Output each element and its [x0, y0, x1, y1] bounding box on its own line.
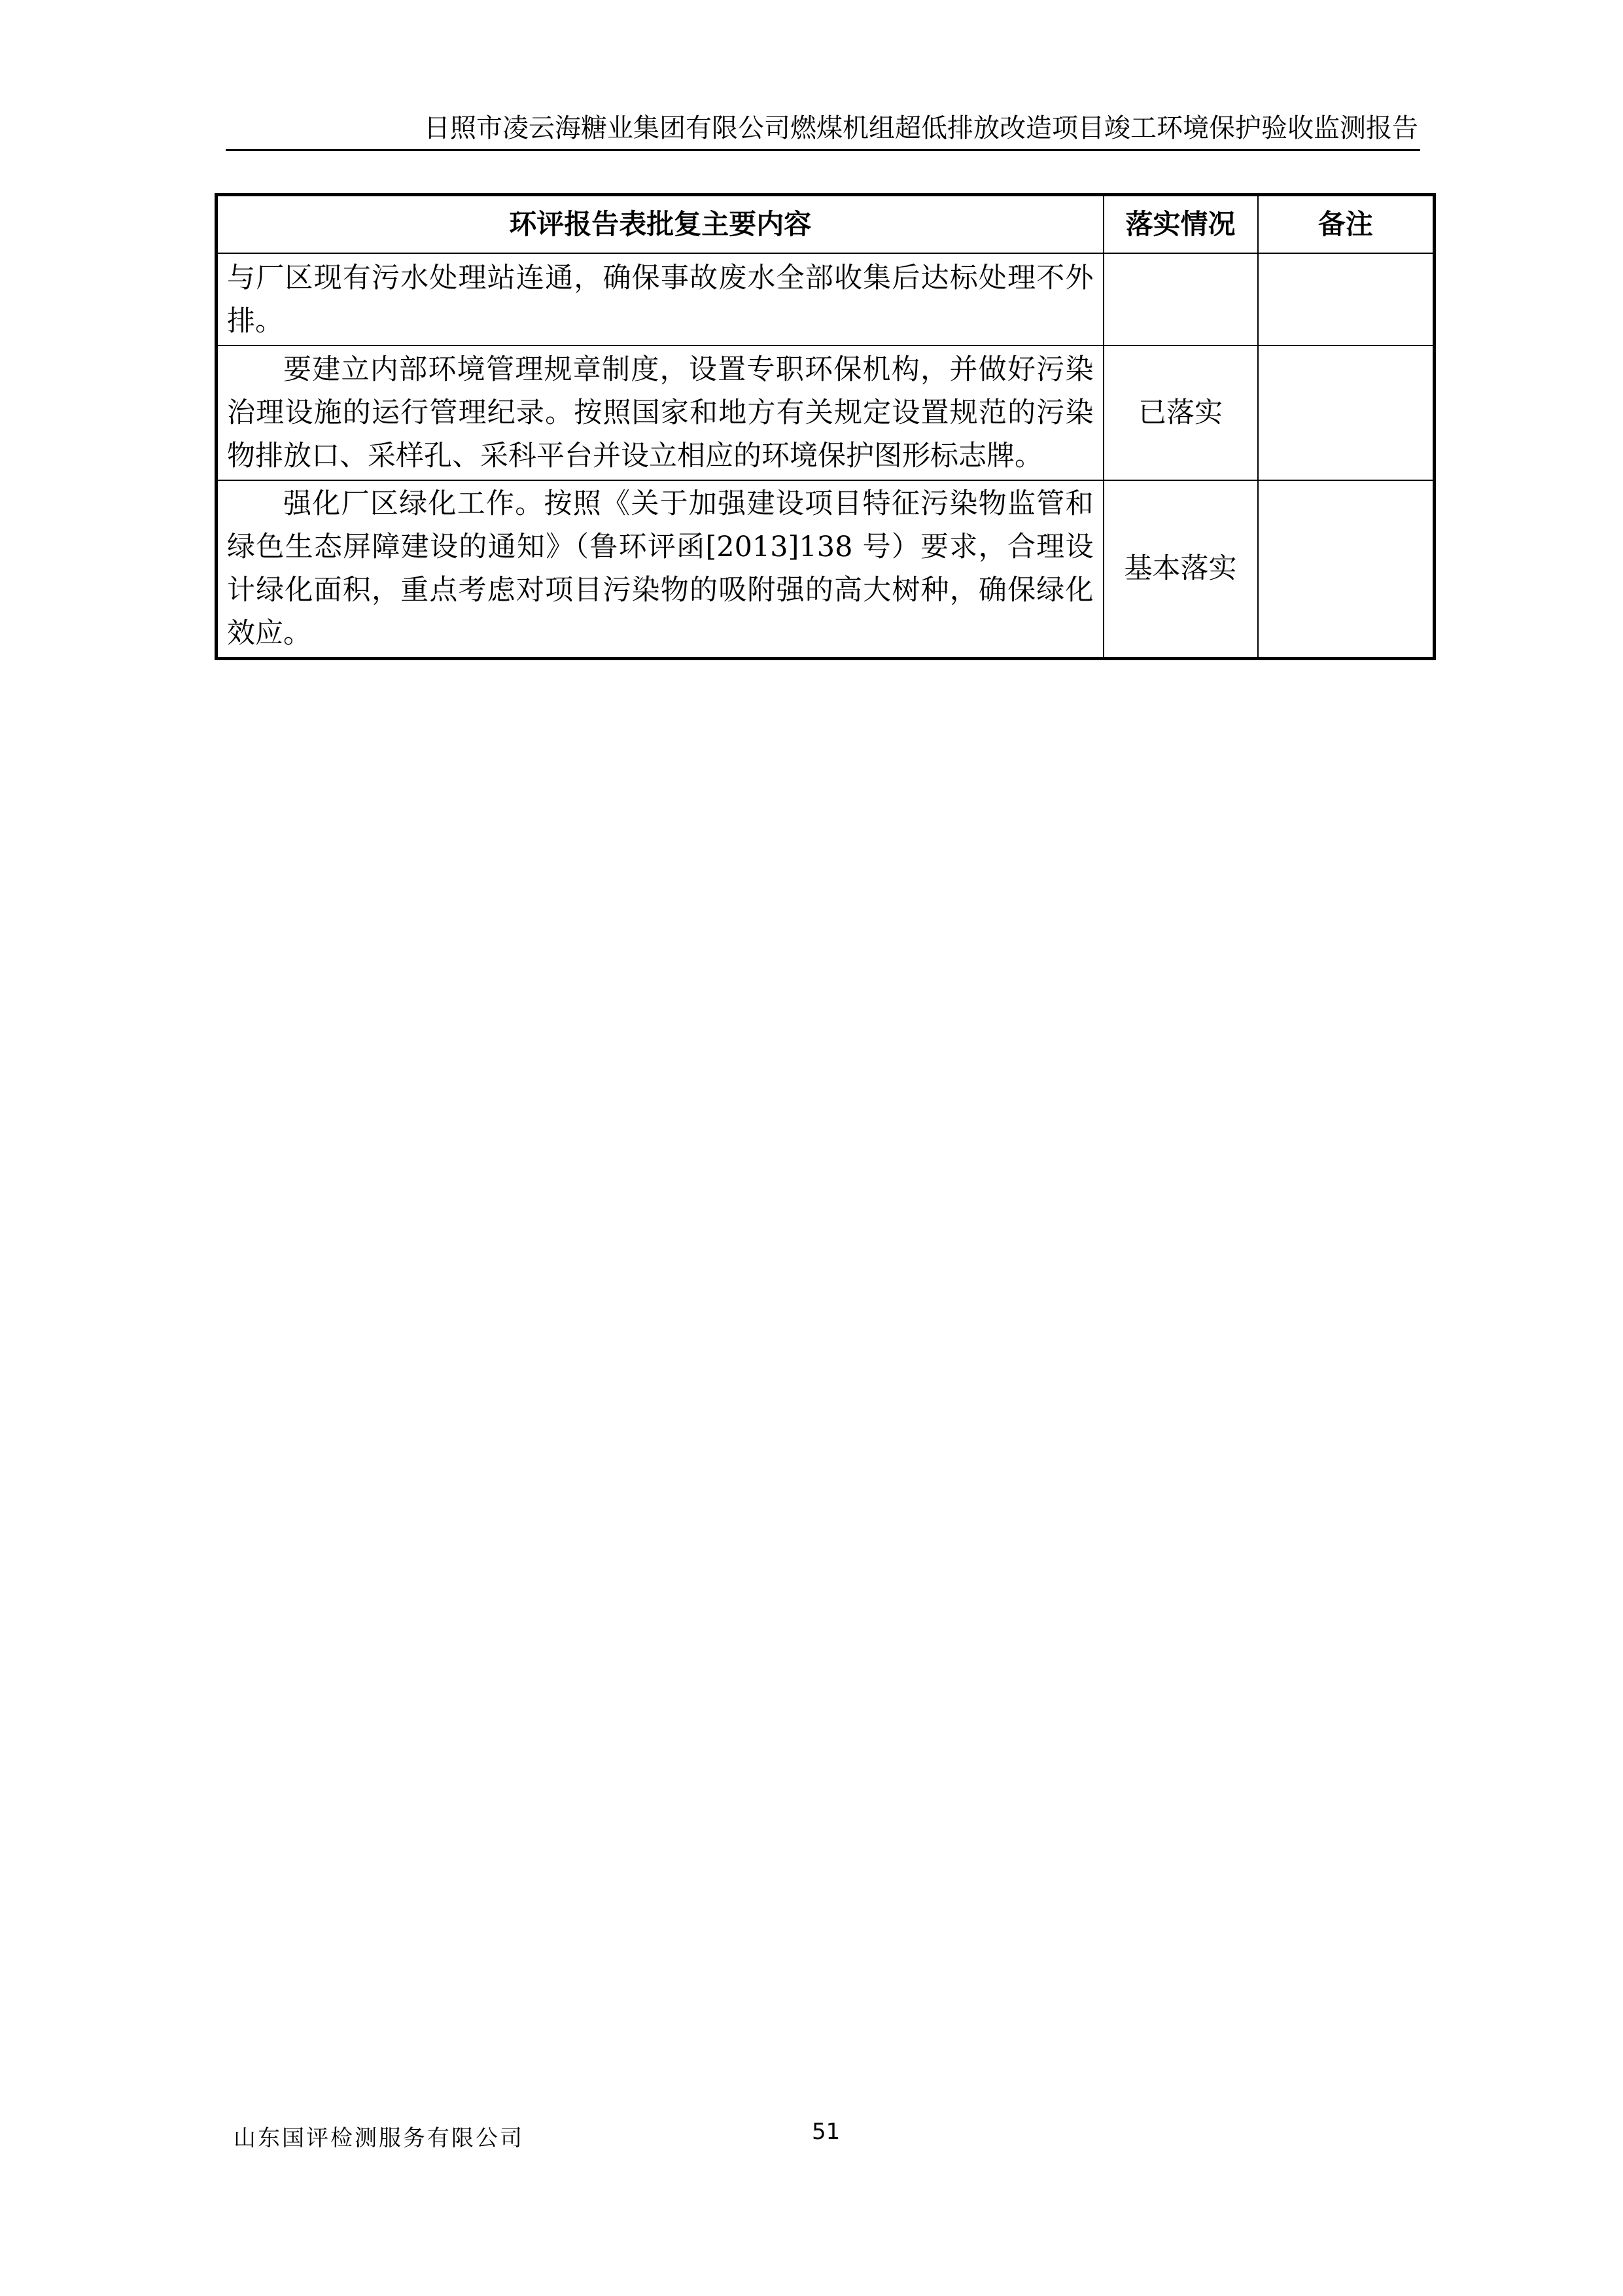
page-number: 51: [812, 2119, 841, 2145]
report-header-title: 日照市凌云海糖业集团有限公司燃煤机组超低排放改造项目竣工环境保护验收监测报告: [424, 113, 1418, 143]
row-remark-cell: [1258, 480, 1435, 658]
column-header-remark: 备注: [1258, 195, 1435, 254]
row-content-cell: [217, 480, 1104, 658]
row-content-cell: [217, 345, 1104, 480]
row-remark-cell: [1258, 253, 1435, 345]
column-header-status: 落实情况: [1104, 195, 1258, 254]
header-divider: [226, 149, 1420, 151]
table-header-row: [217, 195, 1435, 254]
table-row: [217, 345, 1435, 480]
table-row: [217, 480, 1435, 658]
row-status-cell: 已落实: [1104, 345, 1258, 480]
row-status-cell: [1104, 253, 1258, 345]
row-content-cell: 与厂区现有污水处理站连通，确保事故废水全部收集后达标处理不外排。: [217, 253, 1104, 345]
table-row: [217, 253, 1435, 345]
column-header-content: 环评报告表批复主要内容: [217, 195, 1104, 254]
row-remark-cell: [1258, 345, 1435, 480]
approval-implementation-table: [215, 193, 1436, 660]
footer-company-name: 山东国评检测服务有限公司: [234, 2125, 524, 2151]
row-status-cell: 基本落实: [1104, 480, 1258, 658]
row-content-text: 强化厂区绿化工作。按照《关于加强建设项目特征污染物监管和绿色生态屏障建设的通知》（鲁环评函[2013]138 号）要求，合理设计绿化面积，重点考虑对项目污染物的吸附强的高大树种，确保绿化效应。: [227, 487, 1094, 650]
row-content-text: 要建立内部环境管理规章制度，设置专职环保机构，并做好污染治理设施的运行管理纪录。按照国家和地方有关规定设置规范的污染物排放口、采样孔、采科平台并设立相应的环境保护图形标志牌。: [227, 353, 1094, 472]
